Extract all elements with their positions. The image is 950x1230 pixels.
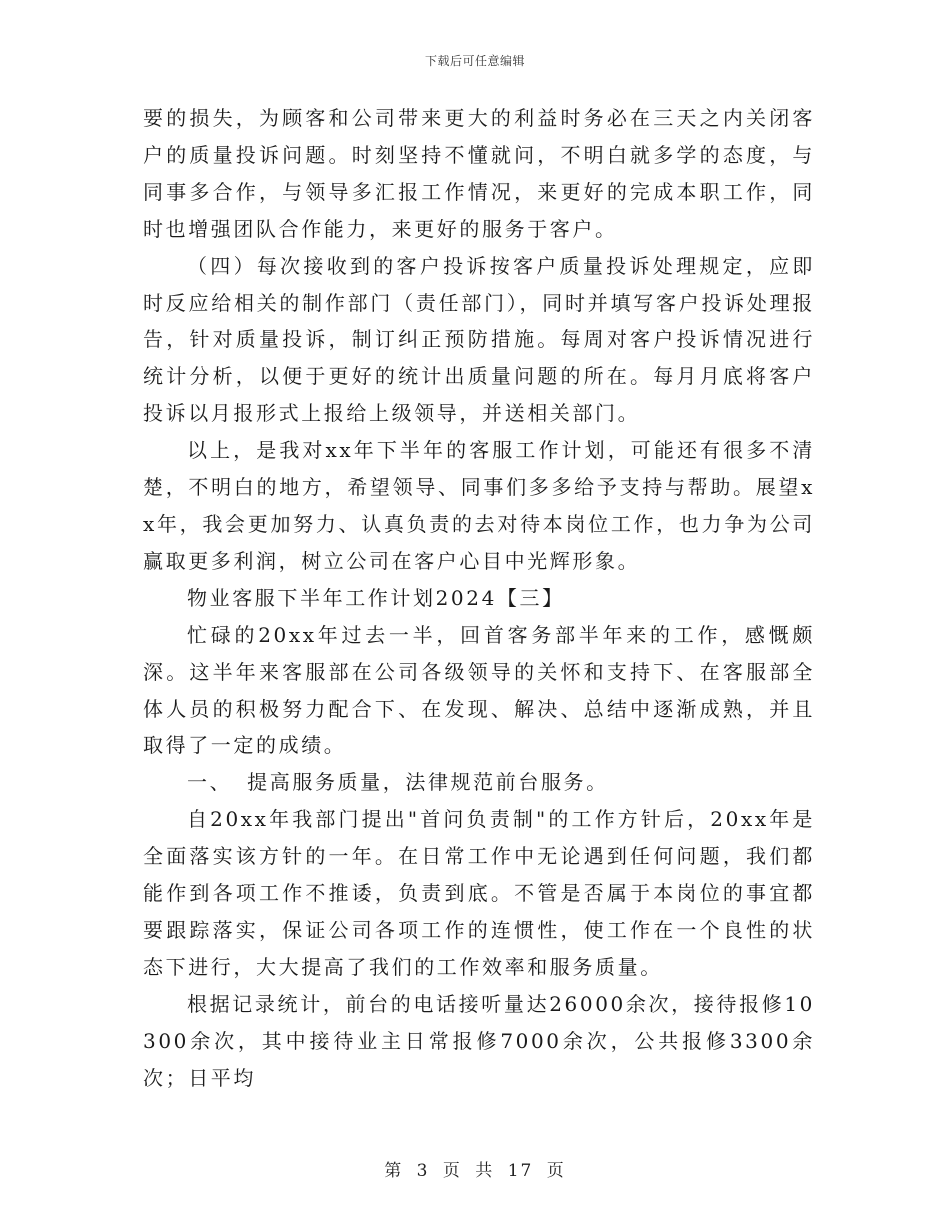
- paragraph: 以上，是我对xx年下半年的客服工作计划，可能还有很多不清楚，不明白的地方，希望领导、同事们多多给予支持与帮助。展望xx年，我会更加努力、认真负责的去对待本岗位工作，也力争为公司赢取更多利润，树立公司在客户心目中光辉形象。: [143, 438, 815, 573]
- page-footer: 第 3 页 共 17 页: [384, 1161, 566, 1181]
- page-header: 下载后可任意编辑: [424, 54, 525, 68]
- paragraph: （四）每次接收到的客户投诉按客户质量投诉处理规定，应即时反应给相关的制作部门（责任部门），同时并填写客户投诉处理报告，针对质量投诉，制订纠正预防措施。每周对客户投诉情况进行统计分析，以便于更好的统计出质量问题的所在。每月月底将客户投诉以月报形式上报给上级领导，并送相关部门。: [143, 253, 815, 426]
- paragraph: 根据记录统计，前台的电话接听量达26000余次，接待报修10300余次，其中接待业主日常报修7000余次，公共报修3300余次；日平均: [143, 991, 815, 1090]
- section-heading: 一、 提高服务质量，法律规范前台服务。: [187, 770, 609, 795]
- paragraph: 自20xx年我部门提出"首问负责制"的工作方针后，20xx年是全面落实该方针的一年。在日常工作中无论遇到任何问题，我们都能作到各项工作不推诿，负责到底。不管是否属于本岗位的事宜都要跟踪落实，保证公司各项工作的连惯性，使工作在一个良性的状态下进行，大大提高了我们的工作效率和服务质量。: [143, 807, 815, 979]
- paragraph: 要的损失，为顾客和公司带来更大的利益时务必在三天之内关闭客户的质量投诉问题。时刻坚持不懂就问，不明白就多学的态度，与同事多合作，与领导多汇报工作情况，来更好的完成本职工作，同时也增强团队合作能力，来更好的服务于客户。: [143, 106, 815, 241]
- paragraph: 忙碌的20xx年过去一半，回首客务部半年来的工作，感慨颇深。这半年来客服部在公司各级领导的关怀和支持下、在客服部全体人员的积极努力配合下、在发现、解决、总结中逐渐成熟，并且取得了一定的成绩。: [143, 622, 815, 758]
- document-body: [143, 100, 815, 1096]
- section-heading: 物业客服下半年工作计划2024【三】: [187, 585, 565, 610]
